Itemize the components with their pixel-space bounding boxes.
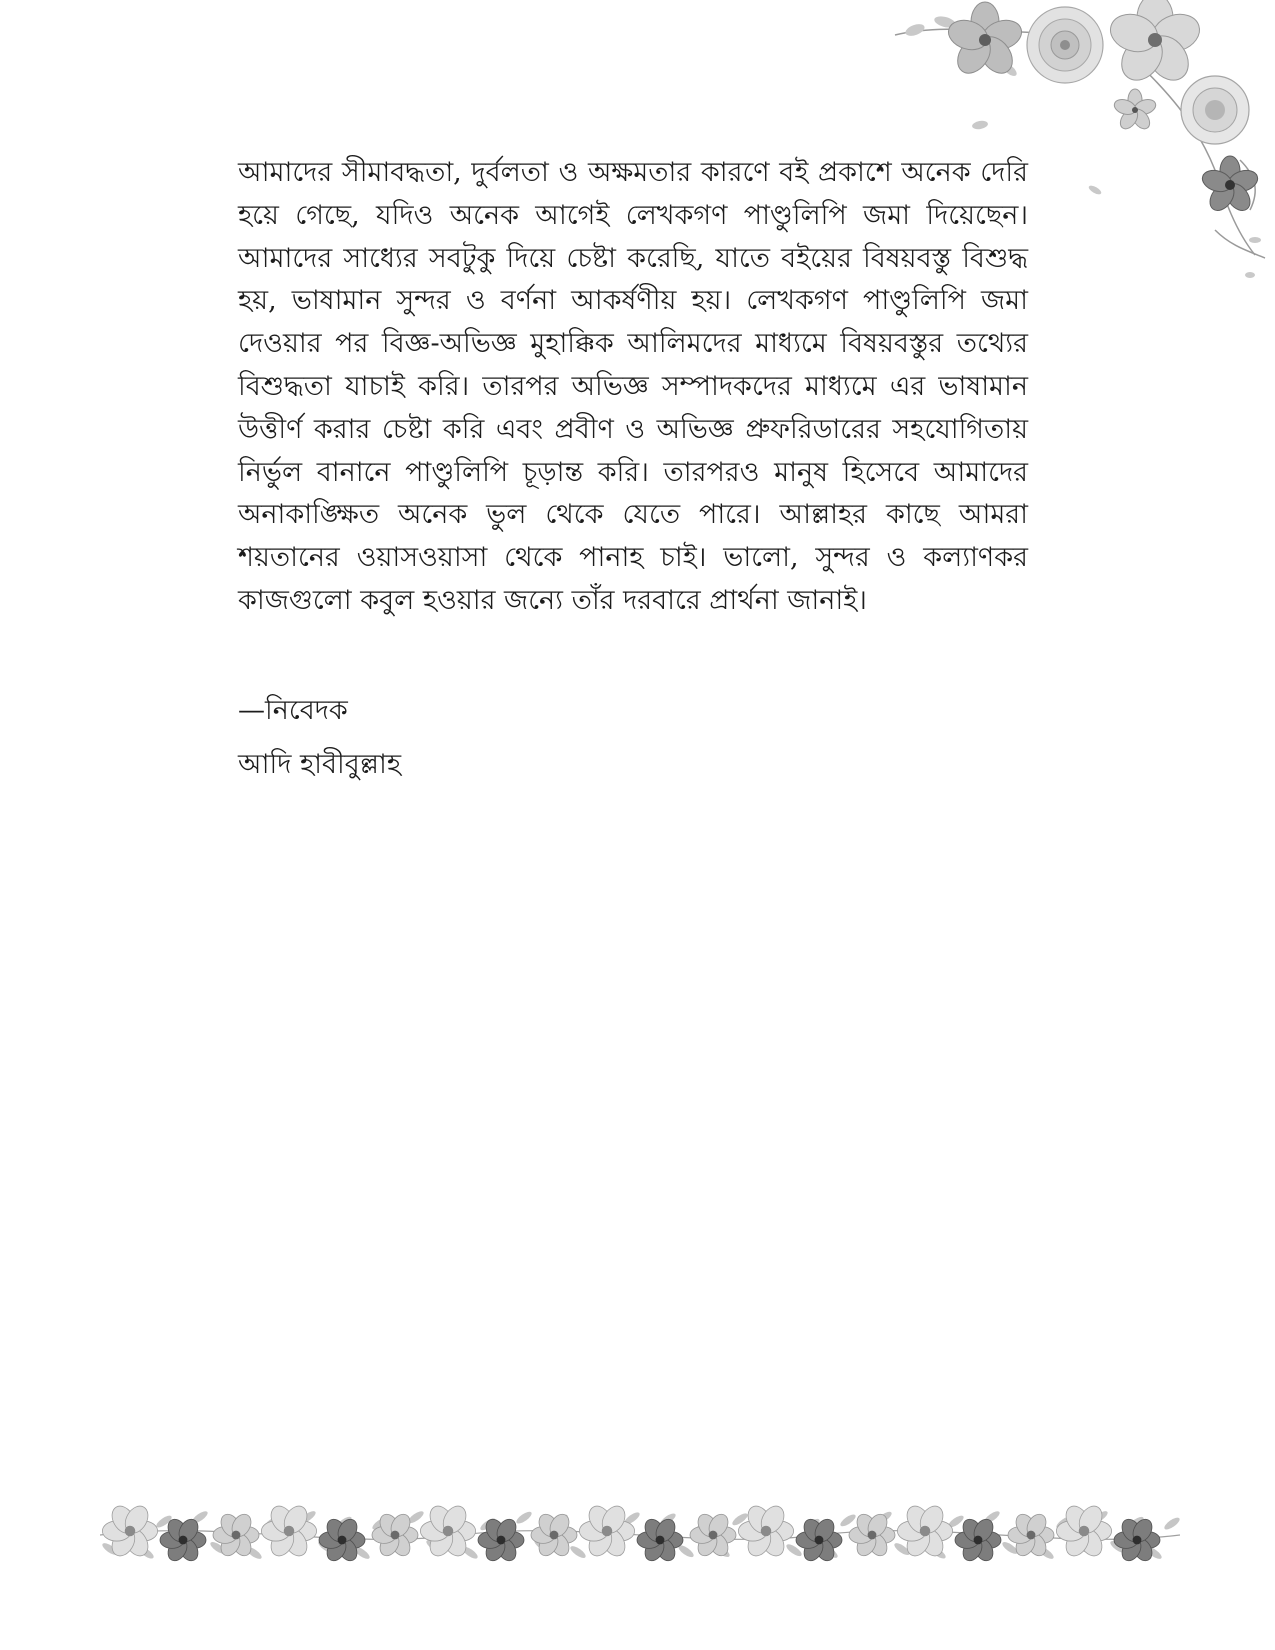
garland-flower-icon (738, 1502, 793, 1560)
garland-flower-icon (637, 1516, 683, 1564)
garland-flower-icon (531, 1511, 577, 1559)
garland-flower-icon (690, 1511, 736, 1559)
garland-flower-icon (579, 1502, 634, 1560)
garland-flower-icon (319, 1516, 365, 1564)
garland-flower-icon (1114, 1516, 1160, 1564)
floral-garland-border (100, 1490, 1180, 1580)
garland-flower-icon (261, 1502, 316, 1560)
author-name: আদি হাবীবুল্লাহ (238, 749, 401, 780)
garland-flower-icon (955, 1516, 1001, 1564)
body-paragraph: আমাদের সীমাবদ্ধতা, দুর্বলতা ও অক্ষমতার কারণে বই প্রকাশে অনেক দেরি হয়ে গেছে, যদিও অনেক আগেই লেখকগণ পাণ্ডুলিপি জমা দিয়েছেন। আমাদের সাধ্যের সবটুকু দিয়ে চেষ্টা করেছি, যাতে বইয়ের বিষয়বস্তু বিশুদ্ধ হয়, ভাষামান সুন্দর ও বর্ণনা আকর্ষণীয় হয়। লেখকগণ পাণ্ডুলিপি জমা দেওয়ার পর বিজ্ঞ-অভিজ্ঞ মুহাক্কিক আলিমদের মাধ্যমে বিষয়বস্তুর তথ্যের বিশুদ্ধতা যাচাই করি। তারপর অভিজ্ঞ সম্পাদকদের মাধ্যমে এর ভাষামান উত্তীর্ণ করার চেষ্টা করি এবং প্রবীণ ও অভিজ্ঞ প্রুফরিডারের সহযোগিতায় নির্ভুল বানানে পাণ্ডুলিপি চূড়ান্ত করি। তারপরও মানুষ হিসেবে আমাদের অনাকাঙ্ক্ষিত অনেক ভুল থেকে যেতে পারে। আল্লাহর কাছে আমরা শয়তানের ওয়াসওয়াসা থেকে পানাহ চাই। ভালো, সুন্দর ও কল্যাণকর কাজগুলো কবুল হওয়ার জন্যে তাঁর দরবারে প্রার্থনা জানাই। (238, 157, 1028, 616)
signoff-label: —নিবেদক (238, 695, 348, 726)
